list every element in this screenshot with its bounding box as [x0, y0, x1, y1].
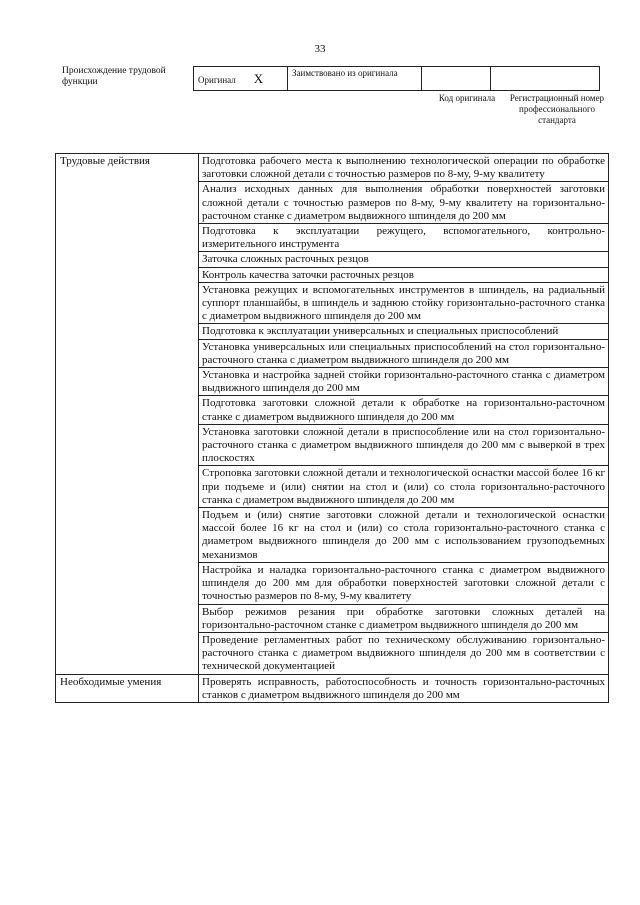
origin-table: [193, 66, 600, 91]
row-text: Проведение регламентных работ по техническому обслуживанию горизонтально-расточного станка с диаметром выдвижного шпинделя до 200 мм в соответствии с технической документацией: [199, 632, 609, 674]
row-text: Подготовка к эксплуатации универсальных и специальных приспособлений: [199, 324, 609, 339]
section-label: Трудовые действия: [56, 154, 199, 675]
original-mark: X: [253, 70, 264, 86]
origin-label: Происхождение трудовой функции: [62, 66, 166, 87]
row-text: Подготовка заготовки сложной детали к обработке на горизонтально-расточном станке с диаметром выдвижного шпинделя до 200 мм: [199, 396, 609, 424]
reg-number-caption: Регистрационный номер профессионального стандарта: [509, 93, 605, 125]
section-label: Необходимые умения: [56, 674, 199, 702]
page-number: 33: [314, 43, 326, 55]
table-row: [56, 154, 609, 182]
row-text: Подготовка рабочего места к выполнению технологической операции по обработке заготовки сложной детали с точностью размеров по 8-му, 9-му квалитету: [199, 154, 609, 182]
table-row: [56, 674, 609, 702]
row-text: Установка универсальных или специальных приспособлений на стол горизонтально-расточного станка с диаметром выдвижного шпинделя до 200 мм: [199, 339, 609, 367]
row-text: Подготовка к эксплуатации режущего, вспомогательного, контрольно-измерительного инструмента: [199, 224, 609, 252]
row-text: Выбор режимов резания при обработке заготовки сложных деталей на горизонтально-расточном станке с диаметром выдвижного шпинделя до 200 мм: [199, 604, 609, 632]
reg-number-cell: [491, 67, 600, 91]
code-caption: Код оригинала: [438, 93, 496, 103]
borrowed-cell: Заимствовано из оригинала: [288, 67, 422, 91]
row-text: Установка режущих и вспомогательных инструментов в шпиндель, на радиальный суппорт планшайбы, в шпиндель и заднюю стойку горизонтально-расточного станка с диаметром выдвижного шпинделя до 200 мм: [199, 282, 609, 324]
row-text: Настройка и наладка горизонтально-расточного станка с диаметром выдвижного шпинделя до 200 мм для обработки поверхностей заготовки сложной детали с точностью размеров по 8-му, 9-му квалитету: [199, 562, 609, 604]
original-label: Оригинал: [198, 74, 236, 85]
row-text: Проверять исправность, работоспособность и точность горизонтально-расточных станков с диаметром выдвижного шпинделя до 200 мм: [199, 674, 609, 702]
labor-functions-table: [55, 153, 609, 703]
row-text: Подъем и (или) снятие заготовки сложной детали и технологической оснастки массой более 16 кг на стол и (или) со стола горизонтально-расточного станка с диаметром выдвижного шпинделя до 200 мм с использованием грузоподъемных механизмов: [199, 508, 609, 563]
row-text: Заточка сложных расточных резцов: [199, 252, 609, 267]
row-text: Установка заготовки сложной детали в приспособление или на стол горизонтально-расточного станка с диаметром выдвижного шпинделя до 200 мм с выверкой в трех плоскостях: [199, 424, 609, 466]
row-text: Анализ исходных данных для выполнения обработки поверхностей заготовки сложной детали с точностью размеров по 8-му, 9-му квалитету на горизонтально-расточном станке с диаметром выдвижного шпинделя до 200 мм: [199, 182, 609, 224]
original-cell: [194, 67, 288, 91]
row-text: Строповка заготовки сложной детали и технологической оснастки массой более 16 кг при подъеме и (или) снятии на стол и (или) со стола горизонтально-расточного станка с диаметром выдвижного шпинделя до 200 мм: [199, 466, 609, 508]
row-text: Контроль качества заточки расточных резцов: [199, 267, 609, 282]
code-cell: [422, 67, 491, 91]
row-text: Установка и настройка задней стойки горизонтально-расточного станка с диаметром выдвижного шпинделя до 200 мм: [199, 368, 609, 396]
